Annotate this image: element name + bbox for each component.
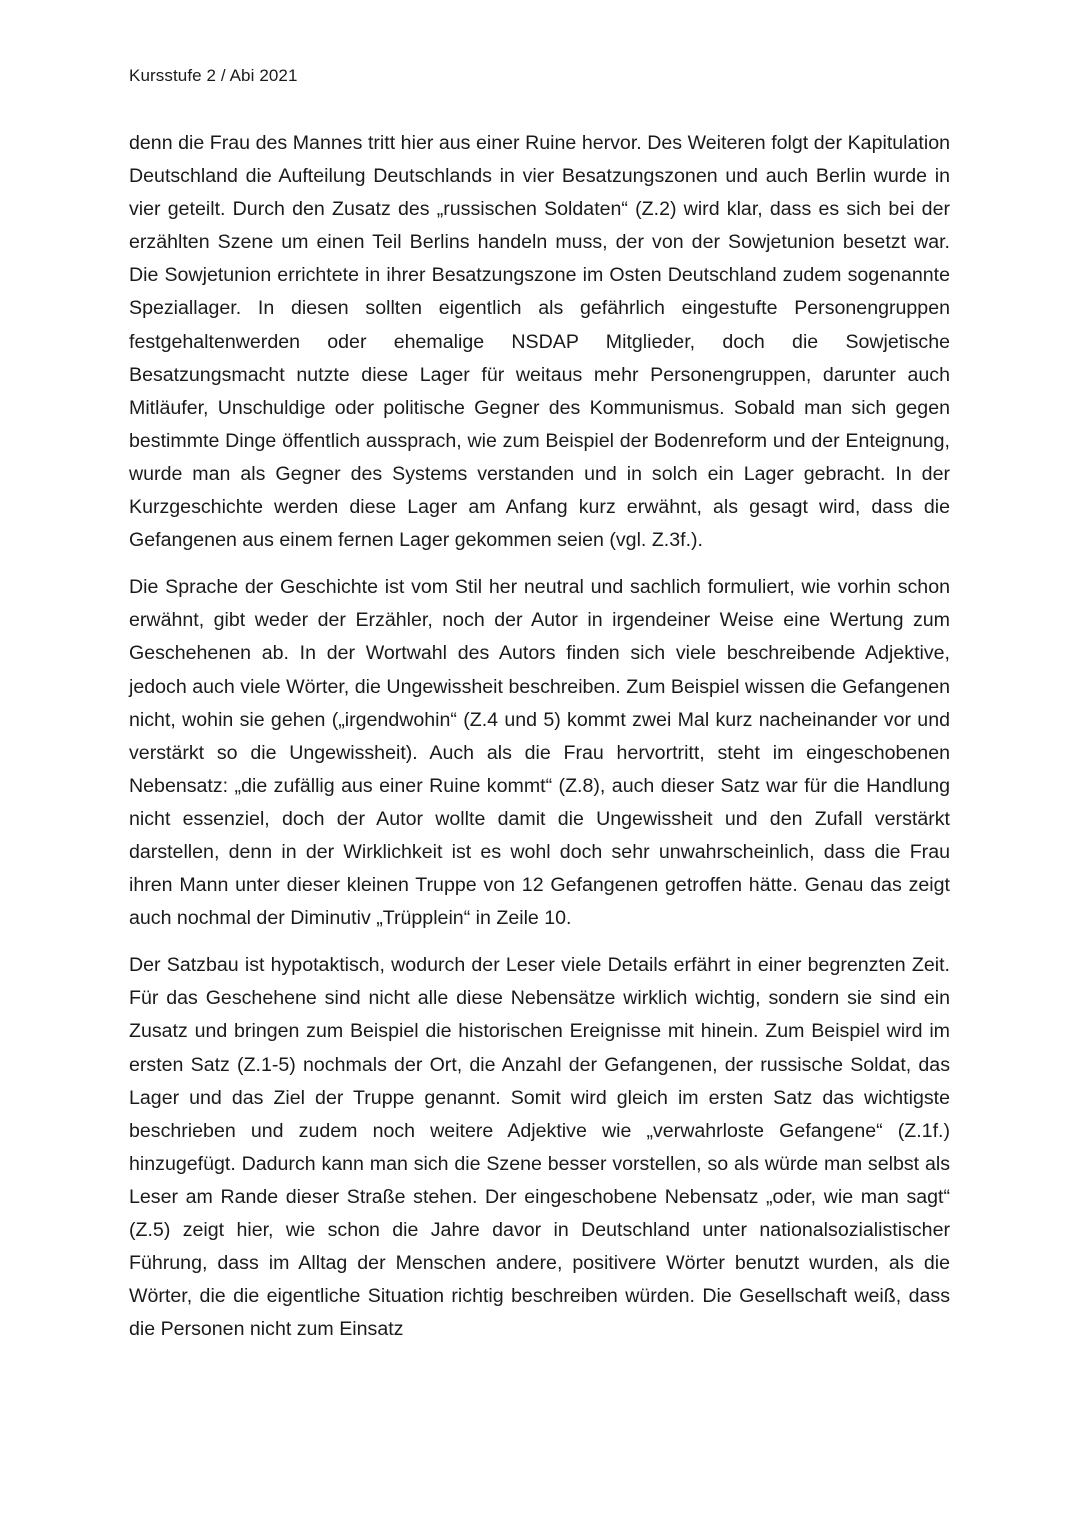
course-label: Kursstufe 2 / Abi 2021 bbox=[129, 66, 298, 85]
paragraph-language-analysis: Die Sprache der Geschichte ist vom Stil her neutral und sachlich formuliert, wie vorhin schon erwähnt, gibt weder der Erzähler, noch der Autor in irgendeiner Weise eine Wertung zum Geschehenen ab. In der Wortwahl des Autors finden sich viele beschreibende Adjektive, jedoch auch viele Wörter, die Ungewissheit beschreiben. Zum Beispiel wissen die Gefangenen nicht, wohin sie gehen („irgendwohin“ (Z.4 und 5) kommt zwei Mal kurz nacheinander vor und verstärkt so die Ungewissheit). Auch als die Frau hervortritt, steht im eingeschobenen Nebensatz: „die zufällig aus einer Ruine kommt“ (Z.8), auch dieser Satz war für die Handlung nicht essenziel, doch der Autor wollte damit die Ungewissheit und den Zufall verstärkt darstellen, denn in der Wirklichkeit ist es wohl doch sehr unwahrscheinlich, dass die Frau ihren Mann unter dieser kleinen Truppe von 12 Gefangenen getroffen hätte. Genau das zeigt auch nochmal der Diminutiv „Trüpplein“ in Zeile 10. bbox=[129, 576, 950, 930]
page-header bbox=[129, 64, 298, 88]
paragraph-sentence-structure: Der Satzbau ist hypotaktisch, wodurch der Leser viele Details erfährt in einer begrenzten Zeit. Für das Geschehene sind nicht alle diese Nebensätze wirklich wichtig, sondern sie sind ein Zusatz und bringen zum Beispiel die historischen Ereignisse mit hinein. Zum Beispiel wird im ersten Satz (Z.1-5) nochmals der Ort, die Anzahl der Gefangenen, der russische Soldat, das Lager und das Ziel der Truppe genannt. Somit wird gleich im ersten Satz das wichtigste beschrieben und zudem noch weitere Adjektive wie „verwahrloste Gefangene“ (Z.1f.) hinzugefügt. Dadurch kann man sich die Szene besser vorstellen, so als würde man selbst als Leser am Rande dieser Straße stehen. Der eingeschobene Nebensatz „oder, wie man sagt“ (Z.5) zeigt hier, wie schon die Jahre davor in Deutschland unter nationalsozialistischer Führung, dass im Alltag der Menschen andere, positivere Wörter benutzt wurden, als die Wörter, die die eigentliche Situation richtig beschreiben würden. Die Gesellschaft weiß, dass die Personen nicht zum Einsatz bbox=[129, 954, 950, 1341]
document-body bbox=[129, 127, 950, 1346]
paragraph-historical-context: denn die Frau des Mannes tritt hier aus einer Ruine hervor. Des Weiteren folgt der Kapitulation Deutschland die Aufteilung Deutschlands in vier Besatzungszonen und auch Berlin wurde in vier geteilt. Durch den Zusatz des „russischen Soldaten“ (Z.2) wird klar, dass es sich bei der erzählten Szene um einen Teil Berlins handeln muss, der von der Sowjetunion besetzt war. Die Sowjetunion errichtete in ihrer Besatzungszone im Osten Deutschland zudem sogenannte Speziallager. In diesen sollten eigentlich als gefährlich eingestufte Personengruppen festgehaltenwerden oder ehemalige NSDAP Mitglieder, doch die Sowjetische Besatzungsmacht nutzte diese Lager für weitaus mehr Personengruppen, darunter auch Mitläufer, Unschuldige oder politische Gegner des Kommunismus. Sobald man sich gegen bestimmte Dinge öffentlich aussprach, wie zum Beispiel der Bodenreform und der Enteignung, wurde man als Gegner des Systems verstanden und in solch ein Lager gebracht. In der Kurzgeschichte werden diese Lager am Anfang kurz erwähnt, als gesagt wird, dass die Gefangenen aus einem fernen Lager gekommen seien (vgl. Z.3f.). bbox=[129, 132, 950, 552]
